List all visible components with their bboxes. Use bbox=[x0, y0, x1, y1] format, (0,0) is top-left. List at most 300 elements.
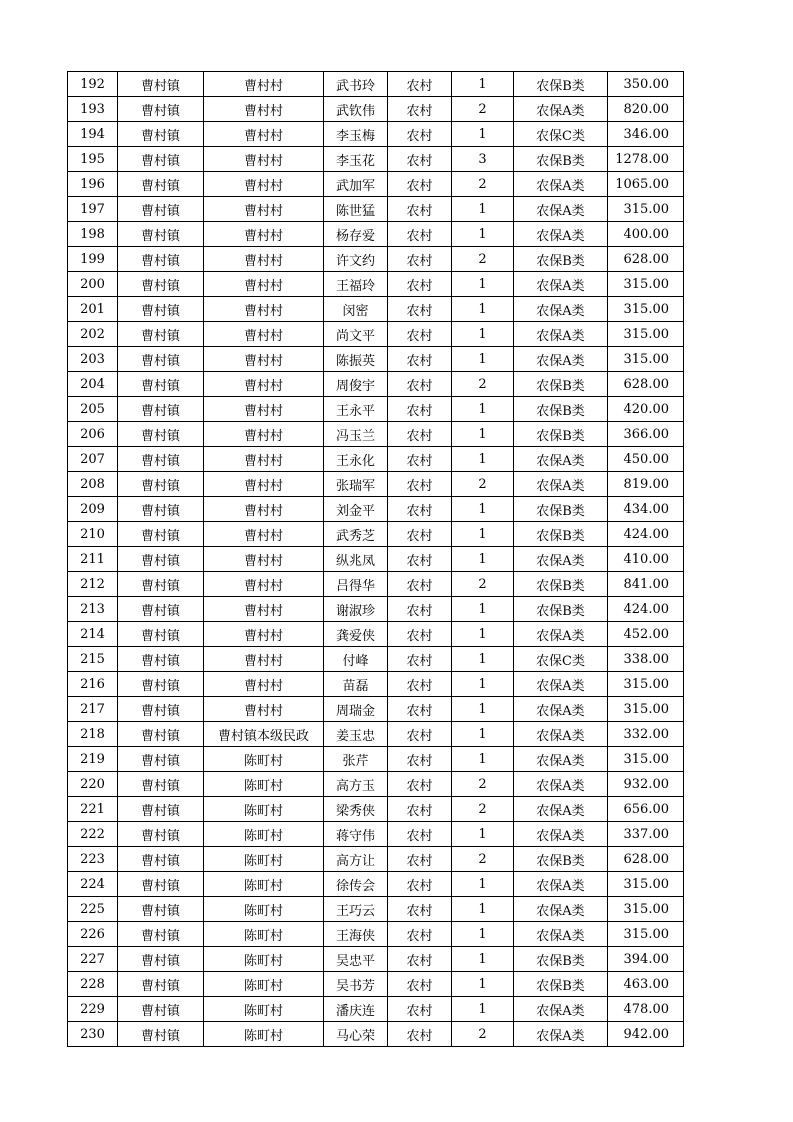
category-cell: 农保B类 bbox=[514, 972, 608, 997]
category-cell: 农保A类 bbox=[514, 447, 608, 472]
name-cell: 闵密 bbox=[324, 297, 388, 322]
category-cell: 农保A类 bbox=[514, 197, 608, 222]
serial-number-cell: 198 bbox=[68, 222, 118, 247]
name-cell: 姜玉忠 bbox=[324, 722, 388, 747]
village-cell: 曹村村 bbox=[204, 272, 324, 297]
serial-number-cell: 213 bbox=[68, 597, 118, 622]
area-type-cell: 农村 bbox=[388, 572, 452, 597]
table-row bbox=[68, 322, 684, 347]
village-cell: 曹村村 bbox=[204, 222, 324, 247]
category-cell: 农保B类 bbox=[514, 947, 608, 972]
town-cell: 曹村镇 bbox=[118, 922, 204, 947]
town-cell: 曹村镇 bbox=[118, 897, 204, 922]
name-cell: 周俊宇 bbox=[324, 372, 388, 397]
table-row bbox=[68, 772, 684, 797]
table-row bbox=[68, 372, 684, 397]
serial-number-cell: 225 bbox=[68, 897, 118, 922]
name-cell: 陈振英 bbox=[324, 347, 388, 372]
amount-cell: 315.00 bbox=[608, 872, 684, 897]
town-cell: 曹村镇 bbox=[118, 822, 204, 847]
household-size-cell: 1 bbox=[452, 197, 514, 222]
town-cell: 曹村镇 bbox=[118, 172, 204, 197]
relief-roster-table bbox=[67, 71, 684, 1047]
village-cell: 曹村村 bbox=[204, 397, 324, 422]
table-row bbox=[68, 872, 684, 897]
town-cell: 曹村镇 bbox=[118, 597, 204, 622]
category-cell: 农保B类 bbox=[514, 572, 608, 597]
household-size-cell: 2 bbox=[452, 172, 514, 197]
amount-cell: 400.00 bbox=[608, 222, 684, 247]
area-type-cell: 农村 bbox=[388, 422, 452, 447]
amount-cell: 410.00 bbox=[608, 547, 684, 572]
household-size-cell: 1 bbox=[452, 697, 514, 722]
household-size-cell: 1 bbox=[452, 272, 514, 297]
town-cell: 曹村镇 bbox=[118, 522, 204, 547]
village-cell: 陈町村 bbox=[204, 1022, 324, 1047]
town-cell: 曹村镇 bbox=[118, 547, 204, 572]
table-row bbox=[68, 597, 684, 622]
village-cell: 曹村村 bbox=[204, 672, 324, 697]
serial-number-cell: 214 bbox=[68, 622, 118, 647]
category-cell: 农保A类 bbox=[514, 172, 608, 197]
town-cell: 曹村镇 bbox=[118, 797, 204, 822]
household-size-cell: 1 bbox=[452, 72, 514, 97]
area-type-cell: 农村 bbox=[388, 722, 452, 747]
household-size-cell: 3 bbox=[452, 147, 514, 172]
village-cell: 曹村村 bbox=[204, 247, 324, 272]
serial-number-cell: 222 bbox=[68, 822, 118, 847]
town-cell: 曹村镇 bbox=[118, 872, 204, 897]
serial-number-cell: 203 bbox=[68, 347, 118, 372]
village-cell: 曹村村 bbox=[204, 372, 324, 397]
town-cell: 曹村镇 bbox=[118, 747, 204, 772]
name-cell: 周瑞金 bbox=[324, 697, 388, 722]
table-row bbox=[68, 547, 684, 572]
table-row bbox=[68, 347, 684, 372]
category-cell: 农保A类 bbox=[514, 672, 608, 697]
village-cell: 曹村村 bbox=[204, 547, 324, 572]
name-cell: 马心荣 bbox=[324, 1022, 388, 1047]
category-cell: 农保A类 bbox=[514, 347, 608, 372]
village-cell: 曹村村 bbox=[204, 572, 324, 597]
amount-cell: 820.00 bbox=[608, 97, 684, 122]
amount-cell: 932.00 bbox=[608, 772, 684, 797]
village-cell: 曹村村 bbox=[204, 347, 324, 372]
table-row bbox=[68, 497, 684, 522]
village-cell: 陈町村 bbox=[204, 972, 324, 997]
amount-cell: 478.00 bbox=[608, 997, 684, 1022]
name-cell: 高方玉 bbox=[324, 772, 388, 797]
household-size-cell: 1 bbox=[452, 972, 514, 997]
village-cell: 曹村村 bbox=[204, 697, 324, 722]
town-cell: 曹村镇 bbox=[118, 122, 204, 147]
table-row bbox=[68, 972, 684, 997]
area-type-cell: 农村 bbox=[388, 397, 452, 422]
household-size-cell: 1 bbox=[452, 497, 514, 522]
serial-number-cell: 218 bbox=[68, 722, 118, 747]
town-cell: 曹村镇 bbox=[118, 447, 204, 472]
table-row bbox=[68, 397, 684, 422]
category-cell: 农保B类 bbox=[514, 422, 608, 447]
name-cell: 梁秀侠 bbox=[324, 797, 388, 822]
serial-number-cell: 230 bbox=[68, 1022, 118, 1047]
amount-cell: 315.00 bbox=[608, 897, 684, 922]
household-size-cell: 1 bbox=[452, 297, 514, 322]
name-cell: 蒋守伟 bbox=[324, 822, 388, 847]
serial-number-cell: 226 bbox=[68, 922, 118, 947]
village-cell: 曹村村 bbox=[204, 647, 324, 672]
serial-number-cell: 229 bbox=[68, 997, 118, 1022]
amount-cell: 463.00 bbox=[608, 972, 684, 997]
village-cell: 陈町村 bbox=[204, 797, 324, 822]
name-cell: 龚爱侠 bbox=[324, 622, 388, 647]
name-cell: 许文约 bbox=[324, 247, 388, 272]
amount-cell: 315.00 bbox=[608, 747, 684, 772]
category-cell: 农保B类 bbox=[514, 497, 608, 522]
amount-cell: 315.00 bbox=[608, 697, 684, 722]
category-cell: 农保A类 bbox=[514, 822, 608, 847]
village-cell: 曹村村 bbox=[204, 122, 324, 147]
area-type-cell: 农村 bbox=[388, 822, 452, 847]
area-type-cell: 农村 bbox=[388, 1022, 452, 1047]
serial-number-cell: 192 bbox=[68, 72, 118, 97]
name-cell: 张芹 bbox=[324, 747, 388, 772]
town-cell: 曹村镇 bbox=[118, 72, 204, 97]
village-cell: 陈町村 bbox=[204, 947, 324, 972]
serial-number-cell: 224 bbox=[68, 872, 118, 897]
serial-number-cell: 205 bbox=[68, 397, 118, 422]
amount-cell: 1278.00 bbox=[608, 147, 684, 172]
area-type-cell: 农村 bbox=[388, 972, 452, 997]
village-cell: 曹村村 bbox=[204, 97, 324, 122]
amount-cell: 628.00 bbox=[608, 247, 684, 272]
area-type-cell: 农村 bbox=[388, 222, 452, 247]
household-size-cell: 1 bbox=[452, 722, 514, 747]
area-type-cell: 农村 bbox=[388, 622, 452, 647]
household-size-cell: 2 bbox=[452, 572, 514, 597]
town-cell: 曹村镇 bbox=[118, 697, 204, 722]
area-type-cell: 农村 bbox=[388, 547, 452, 572]
village-cell: 陈町村 bbox=[204, 872, 324, 897]
serial-number-cell: 209 bbox=[68, 497, 118, 522]
household-size-cell: 1 bbox=[452, 997, 514, 1022]
amount-cell: 394.00 bbox=[608, 947, 684, 972]
town-cell: 曹村镇 bbox=[118, 422, 204, 447]
name-cell: 纵兆凤 bbox=[324, 547, 388, 572]
table-body bbox=[68, 72, 684, 1047]
category-cell: 农保A类 bbox=[514, 622, 608, 647]
name-cell: 武加军 bbox=[324, 172, 388, 197]
serial-number-cell: 217 bbox=[68, 697, 118, 722]
table-row bbox=[68, 297, 684, 322]
name-cell: 吕得华 bbox=[324, 572, 388, 597]
household-size-cell: 1 bbox=[452, 897, 514, 922]
name-cell: 李玉梅 bbox=[324, 122, 388, 147]
category-cell: 农保C类 bbox=[514, 647, 608, 672]
name-cell: 谢淑珍 bbox=[324, 597, 388, 622]
name-cell: 徐传会 bbox=[324, 872, 388, 897]
serial-number-cell: 197 bbox=[68, 197, 118, 222]
town-cell: 曹村镇 bbox=[118, 1022, 204, 1047]
amount-cell: 315.00 bbox=[608, 197, 684, 222]
amount-cell: 332.00 bbox=[608, 722, 684, 747]
village-cell: 陈町村 bbox=[204, 847, 324, 872]
village-cell: 陈町村 bbox=[204, 997, 324, 1022]
category-cell: 农保A类 bbox=[514, 872, 608, 897]
household-size-cell: 1 bbox=[452, 397, 514, 422]
household-size-cell: 2 bbox=[452, 1022, 514, 1047]
village-cell: 曹村村 bbox=[204, 422, 324, 447]
name-cell: 李玉花 bbox=[324, 147, 388, 172]
name-cell: 张瑞军 bbox=[324, 472, 388, 497]
category-cell: 农保A类 bbox=[514, 997, 608, 1022]
name-cell: 冯玉兰 bbox=[324, 422, 388, 447]
table-row bbox=[68, 422, 684, 447]
category-cell: 农保A类 bbox=[514, 797, 608, 822]
category-cell: 农保A类 bbox=[514, 697, 608, 722]
category-cell: 农保B类 bbox=[514, 72, 608, 97]
amount-cell: 366.00 bbox=[608, 422, 684, 447]
town-cell: 曹村镇 bbox=[118, 647, 204, 672]
area-type-cell: 农村 bbox=[388, 72, 452, 97]
amount-cell: 1065.00 bbox=[608, 172, 684, 197]
village-cell: 曹村村 bbox=[204, 597, 324, 622]
serial-number-cell: 212 bbox=[68, 572, 118, 597]
table-row bbox=[68, 997, 684, 1022]
table-row bbox=[68, 272, 684, 297]
serial-number-cell: 228 bbox=[68, 972, 118, 997]
name-cell: 尚文平 bbox=[324, 322, 388, 347]
town-cell: 曹村镇 bbox=[118, 372, 204, 397]
name-cell: 高方让 bbox=[324, 847, 388, 872]
name-cell: 武钦伟 bbox=[324, 97, 388, 122]
name-cell: 潘庆连 bbox=[324, 997, 388, 1022]
name-cell: 王永化 bbox=[324, 447, 388, 472]
category-cell: 农保A类 bbox=[514, 222, 608, 247]
serial-number-cell: 219 bbox=[68, 747, 118, 772]
household-size-cell: 1 bbox=[452, 122, 514, 147]
amount-cell: 424.00 bbox=[608, 522, 684, 547]
category-cell: 农保B类 bbox=[514, 847, 608, 872]
table-row bbox=[68, 697, 684, 722]
village-cell: 曹村村 bbox=[204, 622, 324, 647]
amount-cell: 315.00 bbox=[608, 922, 684, 947]
area-type-cell: 农村 bbox=[388, 372, 452, 397]
area-type-cell: 农村 bbox=[388, 847, 452, 872]
area-type-cell: 农村 bbox=[388, 347, 452, 372]
amount-cell: 346.00 bbox=[608, 122, 684, 147]
category-cell: 农保A类 bbox=[514, 722, 608, 747]
area-type-cell: 农村 bbox=[388, 647, 452, 672]
table-row bbox=[68, 122, 684, 147]
town-cell: 曹村镇 bbox=[118, 197, 204, 222]
village-cell: 陈町村 bbox=[204, 747, 324, 772]
category-cell: 农保A类 bbox=[514, 547, 608, 572]
household-size-cell: 2 bbox=[452, 797, 514, 822]
table-row bbox=[68, 622, 684, 647]
category-cell: 农保A类 bbox=[514, 897, 608, 922]
category-cell: 农保A类 bbox=[514, 1022, 608, 1047]
serial-number-cell: 202 bbox=[68, 322, 118, 347]
village-cell: 陈町村 bbox=[204, 922, 324, 947]
serial-number-cell: 204 bbox=[68, 372, 118, 397]
name-cell: 王巧云 bbox=[324, 897, 388, 922]
amount-cell: 337.00 bbox=[608, 822, 684, 847]
name-cell: 陈世猛 bbox=[324, 197, 388, 222]
serial-number-cell: 223 bbox=[68, 847, 118, 872]
amount-cell: 315.00 bbox=[608, 322, 684, 347]
household-size-cell: 1 bbox=[452, 822, 514, 847]
household-size-cell: 1 bbox=[452, 672, 514, 697]
name-cell: 苗磊 bbox=[324, 672, 388, 697]
area-type-cell: 农村 bbox=[388, 447, 452, 472]
amount-cell: 424.00 bbox=[608, 597, 684, 622]
town-cell: 曹村镇 bbox=[118, 97, 204, 122]
category-cell: 农保A类 bbox=[514, 472, 608, 497]
town-cell: 曹村镇 bbox=[118, 997, 204, 1022]
table-row bbox=[68, 247, 684, 272]
table-row bbox=[68, 222, 684, 247]
town-cell: 曹村镇 bbox=[118, 972, 204, 997]
village-cell: 曹村村 bbox=[204, 72, 324, 97]
town-cell: 曹村镇 bbox=[118, 572, 204, 597]
name-cell: 刘金平 bbox=[324, 497, 388, 522]
serial-number-cell: 220 bbox=[68, 772, 118, 797]
category-cell: 农保A类 bbox=[514, 747, 608, 772]
household-size-cell: 1 bbox=[452, 597, 514, 622]
table-row bbox=[68, 822, 684, 847]
household-size-cell: 1 bbox=[452, 347, 514, 372]
table-row bbox=[68, 722, 684, 747]
serial-number-cell: 210 bbox=[68, 522, 118, 547]
amount-cell: 819.00 bbox=[608, 472, 684, 497]
serial-number-cell: 200 bbox=[68, 272, 118, 297]
area-type-cell: 农村 bbox=[388, 697, 452, 722]
area-type-cell: 农村 bbox=[388, 597, 452, 622]
village-cell: 陈町村 bbox=[204, 822, 324, 847]
household-size-cell: 1 bbox=[452, 222, 514, 247]
village-cell: 陈町村 bbox=[204, 897, 324, 922]
village-cell: 曹村村 bbox=[204, 522, 324, 547]
town-cell: 曹村镇 bbox=[118, 397, 204, 422]
table-row bbox=[68, 522, 684, 547]
table-row bbox=[68, 97, 684, 122]
household-size-cell: 1 bbox=[452, 947, 514, 972]
category-cell: 农保B类 bbox=[514, 147, 608, 172]
area-type-cell: 农村 bbox=[388, 747, 452, 772]
household-size-cell: 1 bbox=[452, 647, 514, 672]
town-cell: 曹村镇 bbox=[118, 222, 204, 247]
name-cell: 王福玲 bbox=[324, 272, 388, 297]
town-cell: 曹村镇 bbox=[118, 472, 204, 497]
household-size-cell: 1 bbox=[452, 747, 514, 772]
amount-cell: 656.00 bbox=[608, 797, 684, 822]
amount-cell: 338.00 bbox=[608, 647, 684, 672]
town-cell: 曹村镇 bbox=[118, 947, 204, 972]
category-cell: 农保B类 bbox=[514, 372, 608, 397]
name-cell: 王永平 bbox=[324, 397, 388, 422]
area-type-cell: 农村 bbox=[388, 922, 452, 947]
household-size-cell: 1 bbox=[452, 447, 514, 472]
town-cell: 曹村镇 bbox=[118, 722, 204, 747]
amount-cell: 452.00 bbox=[608, 622, 684, 647]
area-type-cell: 农村 bbox=[388, 797, 452, 822]
serial-number-cell: 193 bbox=[68, 97, 118, 122]
village-cell: 曹村村 bbox=[204, 322, 324, 347]
amount-cell: 315.00 bbox=[608, 297, 684, 322]
serial-number-cell: 216 bbox=[68, 672, 118, 697]
category-cell: 农保B类 bbox=[514, 247, 608, 272]
category-cell: 农保A类 bbox=[514, 772, 608, 797]
table-row bbox=[68, 922, 684, 947]
area-type-cell: 农村 bbox=[388, 772, 452, 797]
town-cell: 曹村镇 bbox=[118, 772, 204, 797]
serial-number-cell: 201 bbox=[68, 297, 118, 322]
table-row bbox=[68, 847, 684, 872]
village-cell: 曹村村 bbox=[204, 172, 324, 197]
name-cell: 武秀芝 bbox=[324, 522, 388, 547]
town-cell: 曹村镇 bbox=[118, 272, 204, 297]
amount-cell: 315.00 bbox=[608, 347, 684, 372]
serial-number-cell: 215 bbox=[68, 647, 118, 672]
serial-number-cell: 211 bbox=[68, 547, 118, 572]
name-cell: 杨存爱 bbox=[324, 222, 388, 247]
name-cell: 吴书芳 bbox=[324, 972, 388, 997]
village-cell: 曹村村 bbox=[204, 197, 324, 222]
area-type-cell: 农村 bbox=[388, 197, 452, 222]
area-type-cell: 农村 bbox=[388, 322, 452, 347]
town-cell: 曹村镇 bbox=[118, 672, 204, 697]
category-cell: 农保A类 bbox=[514, 322, 608, 347]
area-type-cell: 农村 bbox=[388, 897, 452, 922]
serial-number-cell: 195 bbox=[68, 147, 118, 172]
area-type-cell: 农村 bbox=[388, 172, 452, 197]
category-cell: 农保A类 bbox=[514, 97, 608, 122]
village-cell: 曹村镇本级民政 bbox=[204, 722, 324, 747]
town-cell: 曹村镇 bbox=[118, 347, 204, 372]
table-row bbox=[68, 147, 684, 172]
amount-cell: 420.00 bbox=[608, 397, 684, 422]
name-cell: 吴忠平 bbox=[324, 947, 388, 972]
area-type-cell: 农村 bbox=[388, 297, 452, 322]
serial-number-cell: 194 bbox=[68, 122, 118, 147]
serial-number-cell: 207 bbox=[68, 447, 118, 472]
category-cell: 农保B类 bbox=[514, 597, 608, 622]
amount-cell: 628.00 bbox=[608, 847, 684, 872]
area-type-cell: 农村 bbox=[388, 997, 452, 1022]
serial-number-cell: 206 bbox=[68, 422, 118, 447]
household-size-cell: 1 bbox=[452, 872, 514, 897]
serial-number-cell: 196 bbox=[68, 172, 118, 197]
name-cell: 武书玲 bbox=[324, 72, 388, 97]
town-cell: 曹村镇 bbox=[118, 497, 204, 522]
town-cell: 曹村镇 bbox=[118, 147, 204, 172]
village-cell: 曹村村 bbox=[204, 147, 324, 172]
category-cell: 农保A类 bbox=[514, 922, 608, 947]
area-type-cell: 农村 bbox=[388, 947, 452, 972]
serial-number-cell: 199 bbox=[68, 247, 118, 272]
table-row bbox=[68, 572, 684, 597]
table-row bbox=[68, 172, 684, 197]
household-size-cell: 1 bbox=[452, 547, 514, 572]
category-cell: 农保A类 bbox=[514, 272, 608, 297]
table-row bbox=[68, 897, 684, 922]
household-size-cell: 2 bbox=[452, 772, 514, 797]
serial-number-cell: 227 bbox=[68, 947, 118, 972]
household-size-cell: 1 bbox=[452, 322, 514, 347]
area-type-cell: 农村 bbox=[388, 247, 452, 272]
area-type-cell: 农村 bbox=[388, 872, 452, 897]
